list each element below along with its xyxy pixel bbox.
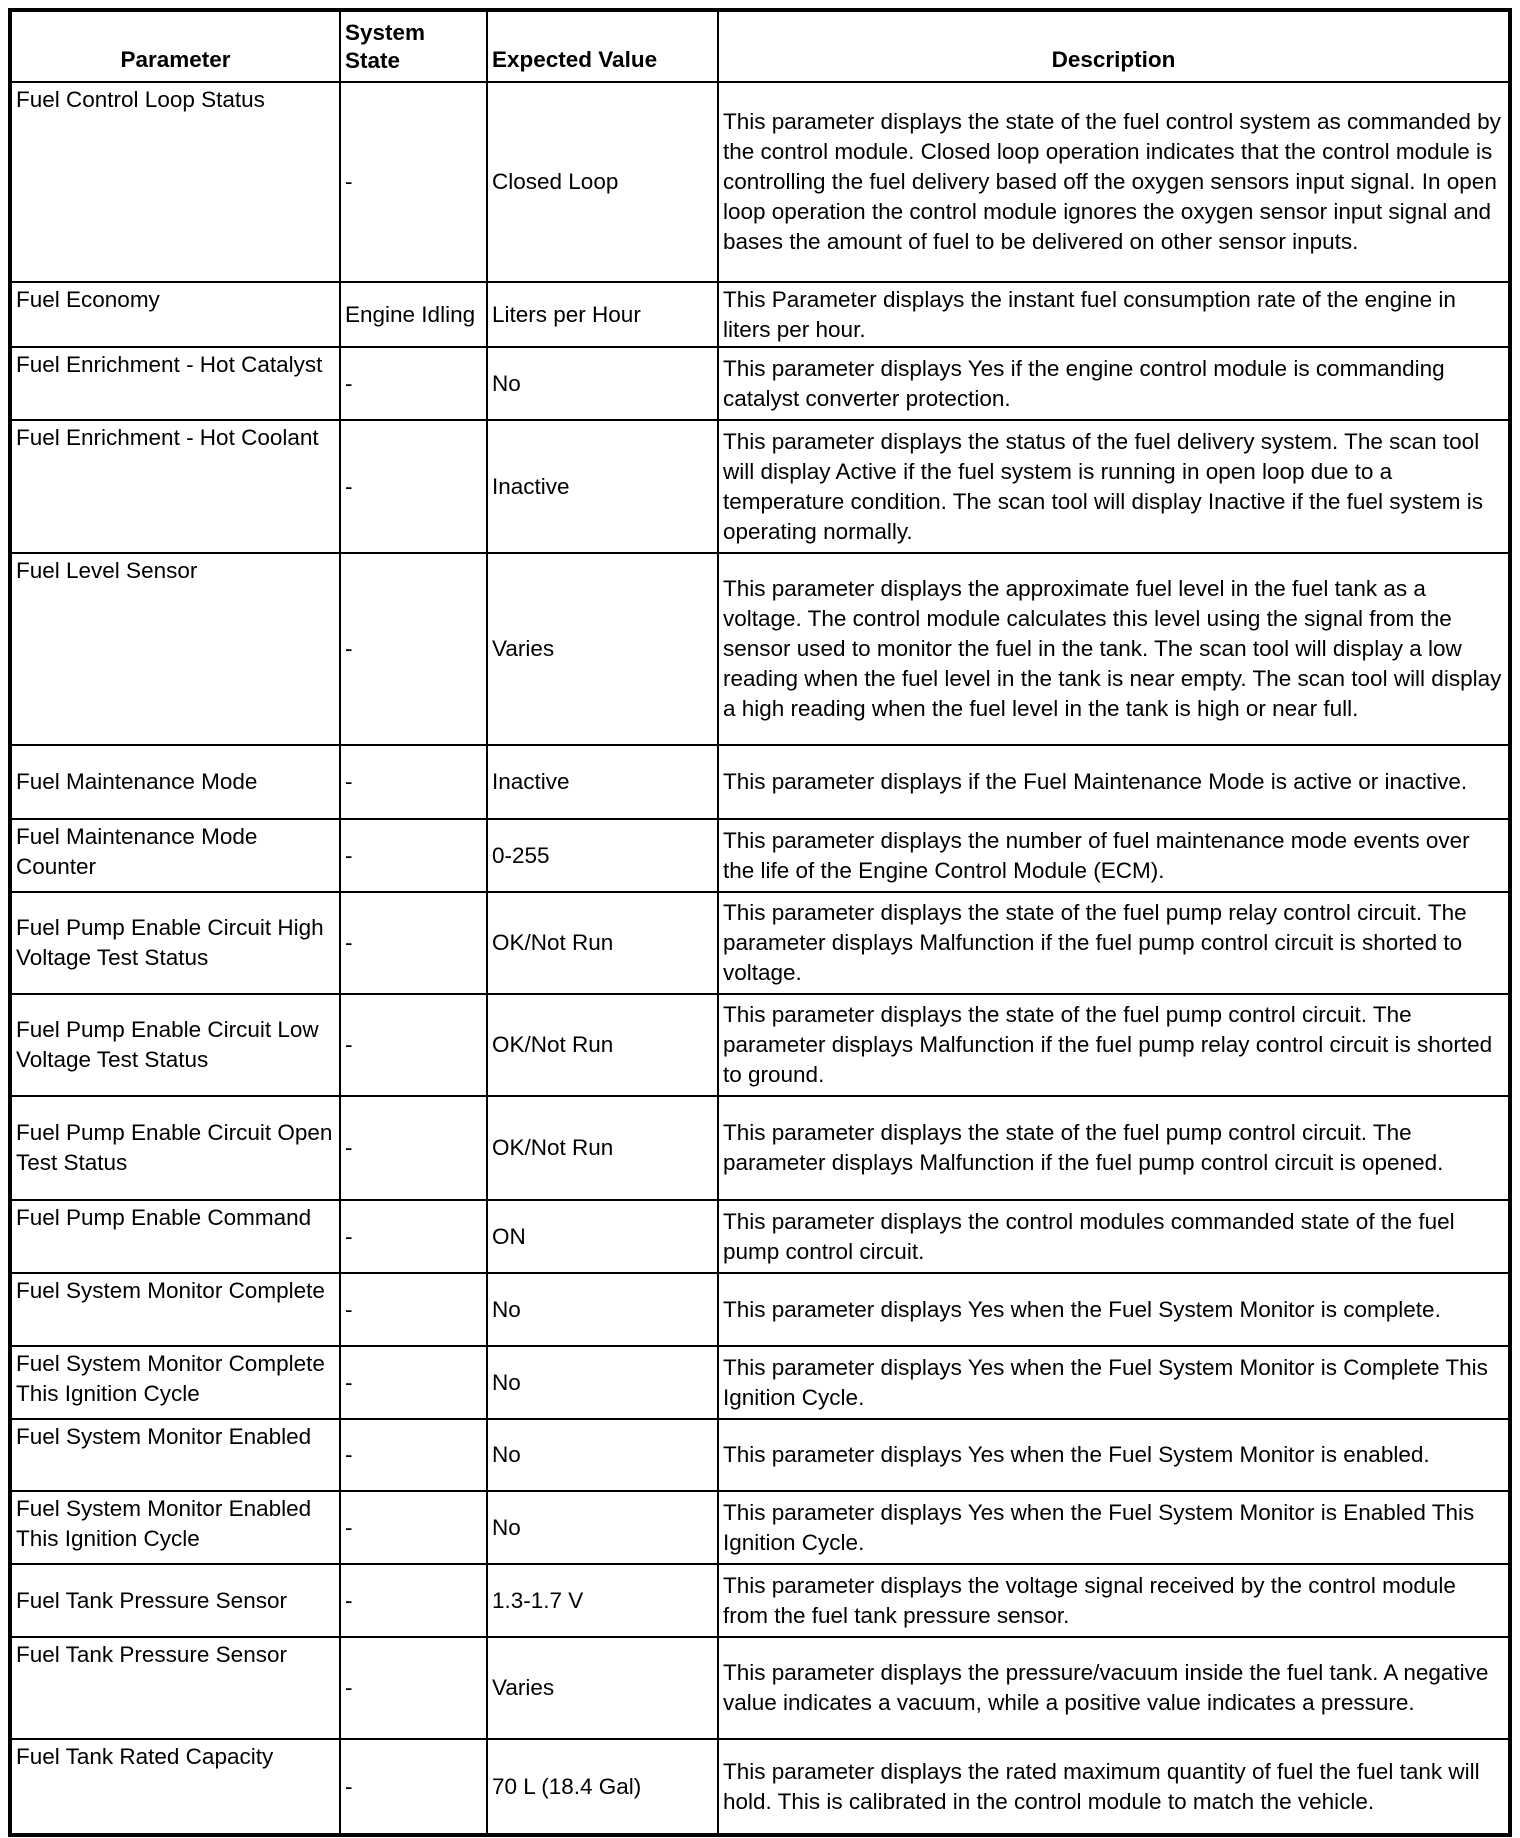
- row-description: This parameter displays the state of the fuel control system as commanded by the control module. Closed loop operation indicates that the control module is controlling the fuel delivery based off the oxygen sensors input signal. In open loop operation the control module ignores the oxygen sensor input signal and bases the amount of fuel to be delivered on other sensor inputs.: [718, 82, 1510, 282]
- row-parameter: Fuel Enrichment - Hot Coolant: [10, 420, 340, 553]
- row-system-state: -: [340, 1637, 487, 1739]
- row-description: This parameter displays the pressure/vacuum inside the fuel tank. A negative value indicates a vacuum, while a positive value indicates a pressure.: [718, 1637, 1510, 1739]
- row-description: This parameter displays Yes when the Fuel System Monitor is Complete This Ignition Cycle.: [718, 1346, 1510, 1419]
- header-expected-value: Expected Value: [487, 10, 718, 82]
- row-expected-value: ON: [487, 1200, 718, 1273]
- row-system-state: -: [340, 1564, 487, 1637]
- parameter-table: [8, 8, 1512, 1837]
- table-row: [10, 1419, 1510, 1491]
- row-system-state: -: [340, 1419, 487, 1491]
- row-parameter: Fuel Maintenance Mode: [10, 745, 340, 819]
- table-header-row: [10, 10, 1510, 82]
- row-description: This parameter displays the approximate fuel level in the fuel tank as a voltage. The control module calculates this level using the signal from the sensor used to monitor the fuel in the tank. The scan tool will display a low reading when the fuel level in the tank is near empty. The scan tool will display a high reading when the fuel level in the tank is high or near full.: [718, 553, 1510, 745]
- table-row: [10, 892, 1510, 994]
- table-row: [10, 1273, 1510, 1346]
- row-expected-value: Inactive: [487, 745, 718, 819]
- row-expected-value: 70 L (18.4 Gal): [487, 1739, 718, 1835]
- row-parameter: Fuel Enrichment - Hot Catalyst: [10, 347, 340, 420]
- row-description: This parameter displays the voltage signal received by the control module from the fuel tank pressure sensor.: [718, 1564, 1510, 1637]
- table-row: [10, 553, 1510, 745]
- table-row: [10, 994, 1510, 1096]
- row-description: This parameter displays Yes when the Fuel System Monitor is complete.: [718, 1273, 1510, 1346]
- row-expected-value: 0-255: [487, 819, 718, 892]
- table-row: [10, 1739, 1510, 1835]
- row-expected-value: Closed Loop: [487, 82, 718, 282]
- row-system-state: -: [340, 1739, 487, 1835]
- row-parameter: Fuel Pump Enable Circuit Low Voltage Test Status: [10, 994, 340, 1096]
- row-expected-value: 1.3-1.7 V: [487, 1564, 718, 1637]
- row-parameter: Fuel Tank Pressure Sensor: [10, 1637, 340, 1739]
- row-expected-value: OK/Not Run: [487, 892, 718, 994]
- row-parameter: Fuel Economy: [10, 282, 340, 347]
- row-description: This parameter displays Yes when the Fuel System Monitor is enabled.: [718, 1419, 1510, 1491]
- row-system-state: -: [340, 1200, 487, 1273]
- row-parameter: Fuel Level Sensor: [10, 553, 340, 745]
- row-expected-value: No: [487, 347, 718, 420]
- row-system-state: -: [340, 745, 487, 819]
- row-system-state: -: [340, 994, 487, 1096]
- row-description: This parameter displays the status of the fuel delivery system. The scan tool will display Active if the fuel system is running in open loop due to a temperature condition. The scan tool will display Inactive if the fuel system is operating normally.: [718, 420, 1510, 553]
- row-expected-value: No: [487, 1273, 718, 1346]
- row-parameter: Fuel Maintenance Mode Counter: [10, 819, 340, 892]
- row-expected-value: No: [487, 1346, 718, 1419]
- row-description: This parameter displays the state of the fuel pump control circuit. The parameter displays Malfunction if the fuel pump control circuit is opened.: [718, 1096, 1510, 1200]
- header-system-state-line2: State: [345, 48, 401, 73]
- row-parameter: Fuel System Monitor Enabled This Ignition Cycle: [10, 1491, 340, 1564]
- row-description: This Parameter displays the instant fuel consumption rate of the engine in liters per hour.: [718, 282, 1510, 347]
- row-parameter: Fuel System Monitor Complete: [10, 1273, 340, 1346]
- row-description: This parameter displays the state of the fuel pump relay control circuit. The parameter displays Malfunction if the fuel pump control circuit is shorted to voltage.: [718, 892, 1510, 994]
- row-parameter: Fuel Pump Enable Circuit High Voltage Test Status: [10, 892, 340, 994]
- row-expected-value: OK/Not Run: [487, 1096, 718, 1200]
- row-system-state: -: [340, 1096, 487, 1200]
- row-parameter: Fuel Tank Rated Capacity: [10, 1739, 340, 1835]
- row-parameter: Fuel System Monitor Enabled: [10, 1419, 340, 1491]
- row-parameter: Fuel System Monitor Complete This Ignition Cycle: [10, 1346, 340, 1419]
- table-row: [10, 82, 1510, 282]
- row-system-state: -: [340, 347, 487, 420]
- row-system-state: -: [340, 1491, 487, 1564]
- row-system-state: -: [340, 82, 487, 282]
- row-system-state: -: [340, 420, 487, 553]
- table-row: [10, 1491, 1510, 1564]
- row-parameter: Fuel Tank Pressure Sensor: [10, 1564, 340, 1637]
- table-row: [10, 1564, 1510, 1637]
- table-row: [10, 745, 1510, 819]
- row-description: This parameter displays if the Fuel Maintenance Mode is active or inactive.: [718, 745, 1510, 819]
- table-row: [10, 1637, 1510, 1739]
- row-system-state: Engine Idling: [340, 282, 487, 347]
- row-expected-value: Liters per Hour: [487, 282, 718, 347]
- row-description: This parameter displays Yes when the Fuel System Monitor is Enabled This Ignition Cycle.: [718, 1491, 1510, 1564]
- header-system-state: [340, 10, 487, 82]
- row-expected-value: Varies: [487, 1637, 718, 1739]
- row-description: This parameter displays the control modules commanded state of the fuel pump control circuit.: [718, 1200, 1510, 1273]
- row-expected-value: No: [487, 1491, 718, 1564]
- row-description: This parameter displays Yes if the engine control module is commanding catalyst converter protection.: [718, 347, 1510, 420]
- row-parameter: Fuel Pump Enable Circuit Open Test Status: [10, 1096, 340, 1200]
- table-row: [10, 819, 1510, 892]
- row-system-state: -: [340, 1273, 487, 1346]
- row-description: This parameter displays the rated maximum quantity of fuel the fuel tank will hold. This is calibrated in the control module to match the vehicle.: [718, 1739, 1510, 1835]
- table-row: [10, 282, 1510, 347]
- row-expected-value: No: [487, 1419, 718, 1491]
- row-system-state: -: [340, 553, 487, 745]
- row-description: This parameter displays the number of fuel maintenance mode events over the life of the Engine Control Module (ECM).: [718, 819, 1510, 892]
- table-row: [10, 420, 1510, 553]
- row-expected-value: OK/Not Run: [487, 994, 718, 1096]
- table-row: [10, 1096, 1510, 1200]
- table-row: [10, 347, 1510, 420]
- row-parameter: Fuel Control Loop Status: [10, 82, 340, 282]
- row-description: This parameter displays the state of the fuel pump control circuit. The parameter displays Malfunction if the fuel pump relay control circuit is shorted to ground.: [718, 994, 1510, 1096]
- row-system-state: -: [340, 892, 487, 994]
- row-system-state: -: [340, 819, 487, 892]
- row-system-state: -: [340, 1346, 487, 1419]
- row-expected-value: Inactive: [487, 420, 718, 553]
- header-system-state-line1: System: [345, 20, 426, 45]
- header-description: Description: [718, 10, 1510, 82]
- row-parameter: Fuel Pump Enable Command: [10, 1200, 340, 1273]
- table-row: [10, 1346, 1510, 1419]
- header-parameter: Parameter: [10, 10, 340, 82]
- table-row: [10, 1200, 1510, 1273]
- row-expected-value: Varies: [487, 553, 718, 745]
